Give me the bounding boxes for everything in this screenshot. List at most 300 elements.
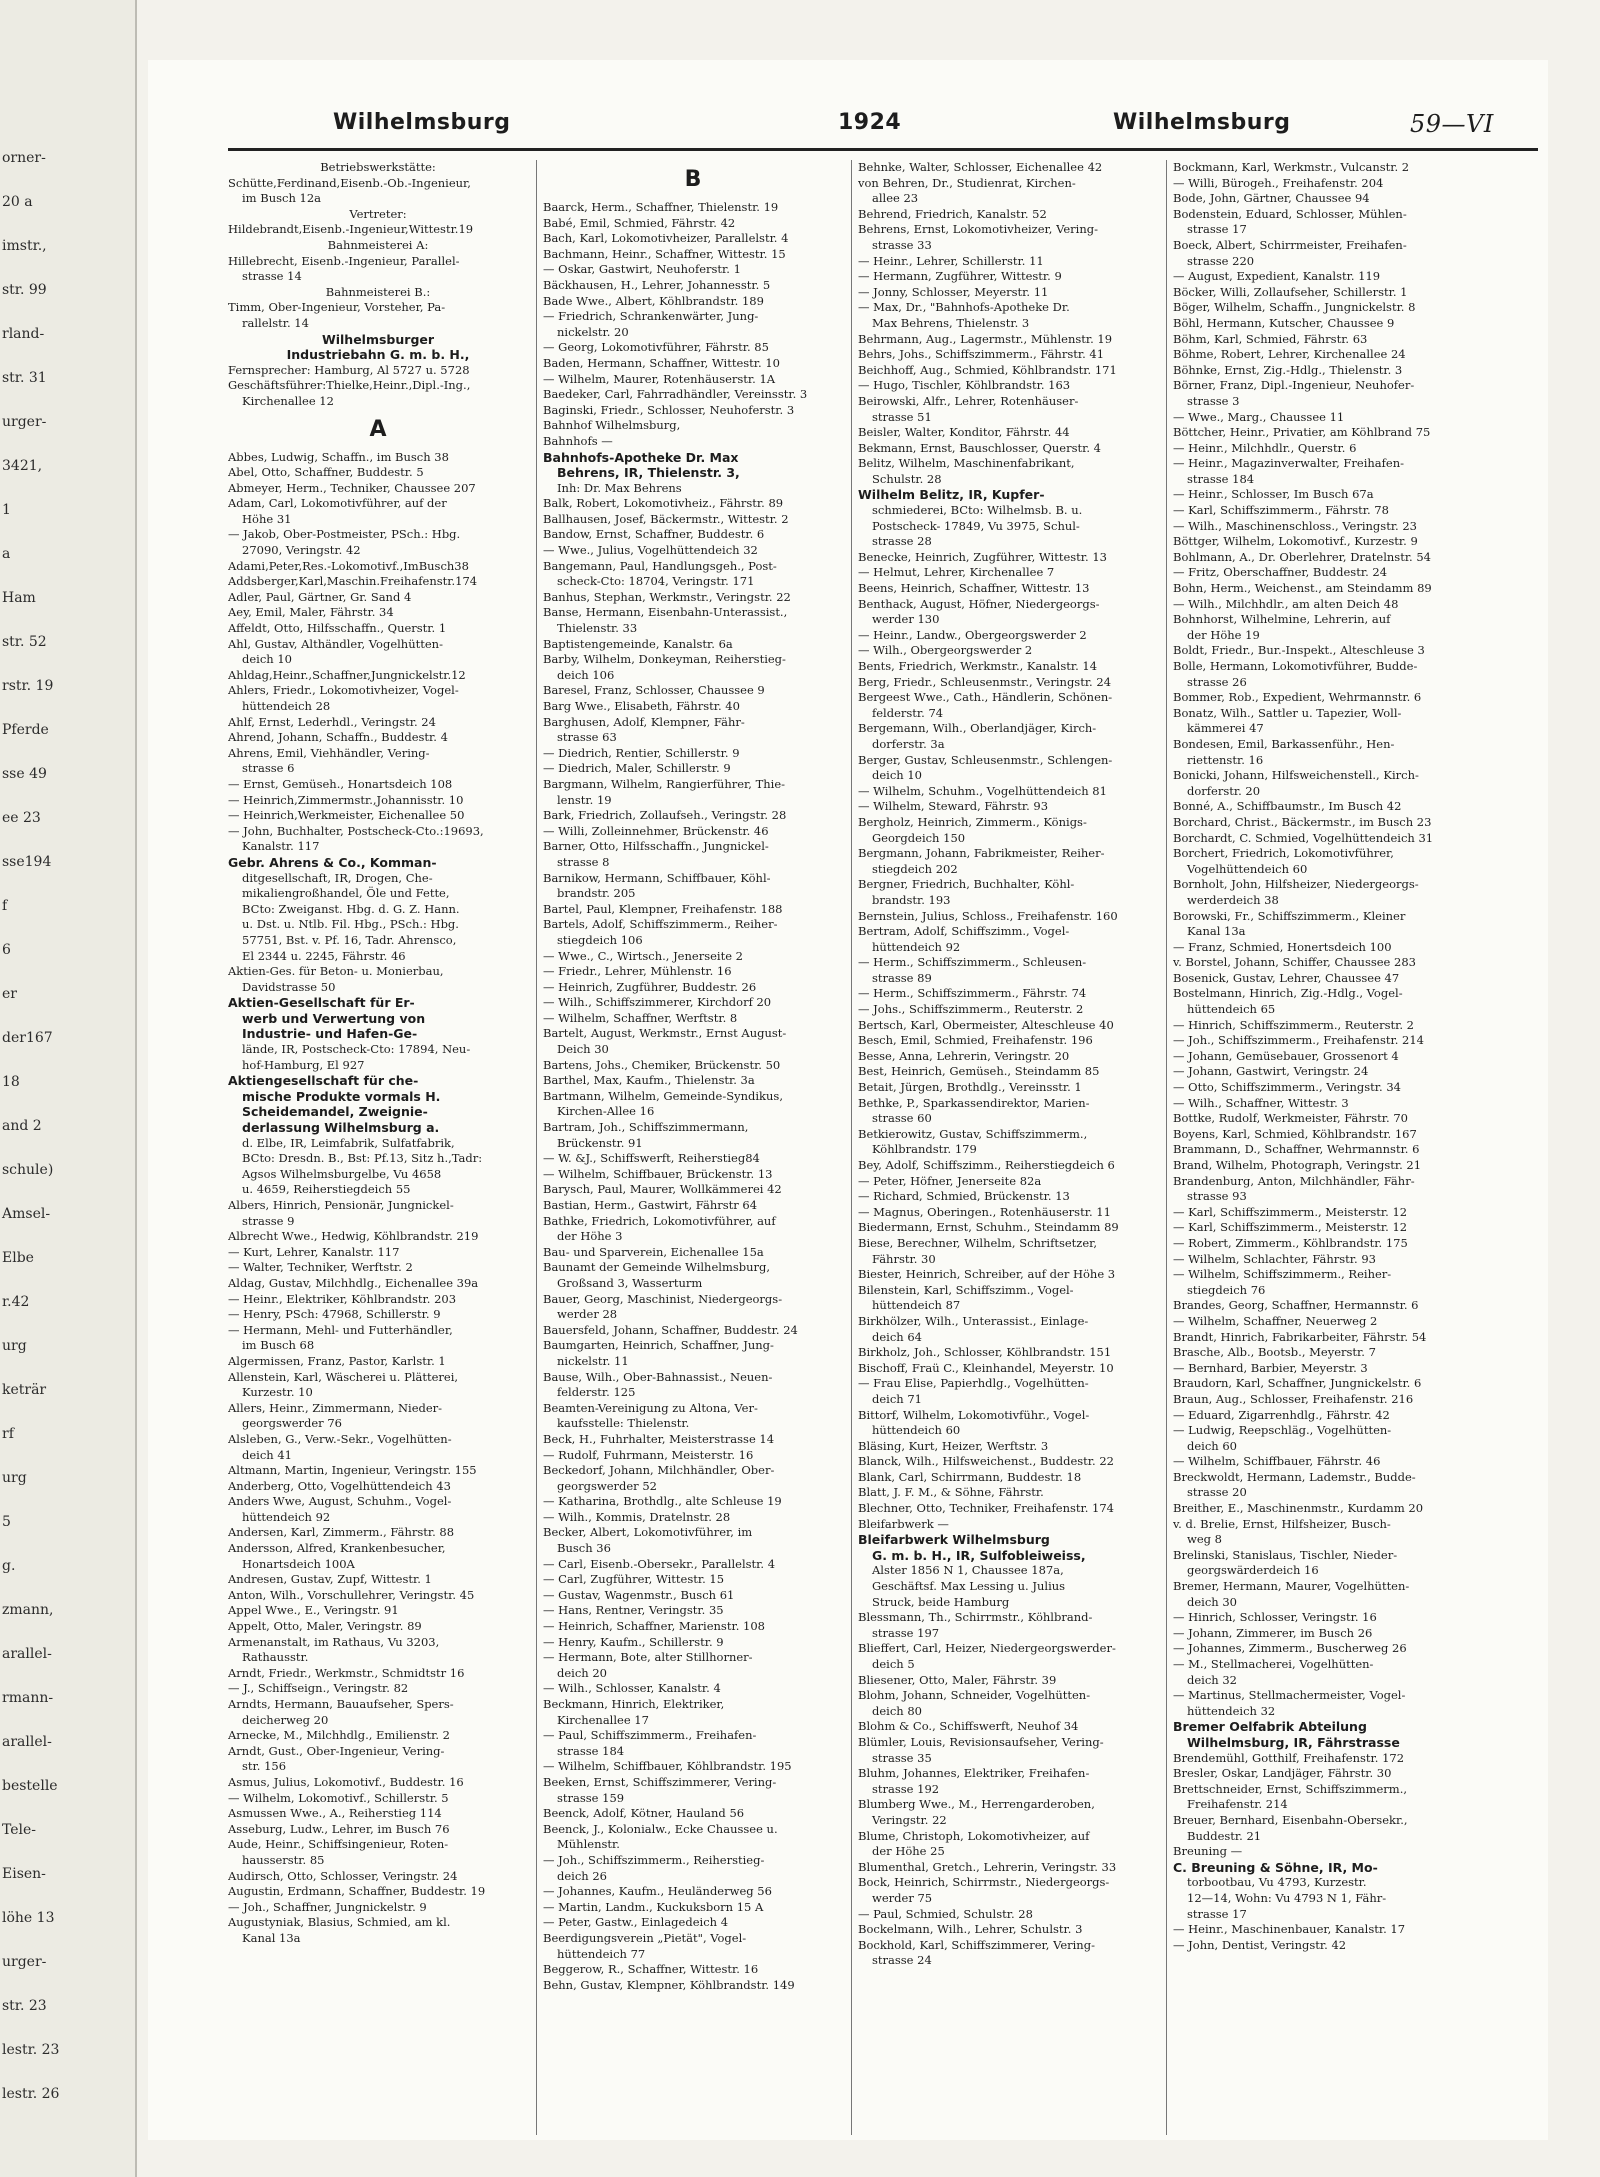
header-year: 1924 [838,110,902,135]
adjacent-page-fragment: rf [2,1426,14,1442]
directory-entry-line: Böttger, Wilhelm, Lokomotivf., Kurzestr. 9 [1173,534,1418,549]
directory-entry-line: Bockmann, Karl, Werkmstr., Vulcanstr. 2 [1173,160,1410,174]
directory-entry-line: Rathausstr. [242,1650,309,1665]
adjacent-page-fragment: orner- [2,150,46,166]
directory-entry-line: Blohm, Johann, Schneider, Vogelhütten- [858,1688,1091,1703]
directory-entry-line: Bornholt, John, Hilfsheizer, Niedergeorgs- [1173,877,1419,892]
directory-entry-line: — Jakob, Ober-Postmeister, PSch.: Hbg. [228,527,461,542]
directory-entry-line: Biester, Heinrich, Schreiber, auf der Höhe 3 [858,1267,1116,1282]
directory-entry-line: Beeken, Ernst, Schiffszimmerer, Vering- [543,1774,777,1789]
directory-entry-line: strasse 63 [557,730,617,745]
directory-entry-line: Bondesen, Emil, Barkassenführ., Hen- [1173,736,1395,751]
directory-entry-line: Busch 36 [557,1541,611,1556]
column-divider [1166,160,1167,2135]
directory-entry-line: Barthel, Max, Kaufm., Thielenstr. 3a [543,1073,755,1088]
directory-entry-line: — John, Dentist, Veringstr. 42 [1173,1937,1347,1952]
directory-entry-line: — Oskar, Gastwirt, Neuhoferstr. 1 [543,262,741,277]
directory-entry-line: Böhm, Karl, Schmied, Fährstr. 63 [1173,331,1368,346]
directory-entry-line: Industrie- und Hafen-Ge- [242,1026,418,1042]
directory-entry-line: deich 5 [872,1657,915,1671]
adjacent-page-fragment: sse 49 [2,766,47,782]
directory-entry-line: Abel, Otto, Schaffner, Buddestr. 5 [228,465,424,480]
directory-entry-line: Andersson, Alfred, Krankenbesucher, [228,1541,446,1556]
directory-entry-line: — August, Expedient, Kanalstr. 119 [1173,269,1381,284]
directory-entry-line: Kirchenallee 12 [242,393,334,408]
directory-entry-line: Beckmann, Hinrich, Elektriker, [543,1697,725,1711]
directory-entry-line: Biedermann, Ernst, Schuhm., Steindamm 89 [858,1220,1119,1235]
directory-entry-line: Boeck, Albert, Schirrmeister, Freihafen- [1173,237,1407,252]
directory-entry-line: Braun, Aug., Schlosser, Freihafenstr. 216 [1173,1391,1414,1406]
directory-entry-line: Belitz, Wilhelm, Maschinenfabrikant, [858,456,1075,471]
directory-entry-line: der Höhe 19 [1187,627,1260,642]
directory-entry-line: deich 41 [242,1447,292,1462]
directory-entry-line: Blumberg Wwe., M., Herrengarderoben, [858,1797,1095,1812]
directory-entry-line: hüttendeich 65 [1187,1002,1276,1017]
directory-entry-line: torbootbau, Vu 4793, Kurzestr. [1187,1875,1367,1890]
directory-entry-line: Bernstein, Julius, Schloss., Freihafenstr. 160 [858,908,1118,923]
directory-entry-line: — Hermann, Mehl- und Futterhändler, [228,1322,453,1337]
directory-entry-line: — Karl, Schiffszimmerm., Fährstr. 78 [1173,503,1389,518]
directory-entry-line: — Johannes, Zimmerm., Buscherweg 26 [1173,1641,1407,1656]
directory-entry-line: Bergeest Wwe., Cath., Händlerin, Schönen- [858,690,1113,705]
directory-entry-line: — Georg, Lokomotivführer, Fährstr. 85 [543,340,769,355]
directory-entry-line: strasse 14 [242,269,302,284]
directory-entry-line: — Jonny, Schlosser, Meyerstr. 11 [858,284,1049,299]
directory-entry-line: Appelt, Otto, Maler, Veringstr. 89 [228,1619,422,1634]
directory-entry-line: Bleifarbwerk Wilhelmsburg [858,1532,1050,1548]
directory-entry-line: strasse 33 [872,237,932,252]
adjacent-page-fragment: imstr., [2,238,47,254]
directory-entry-line: — Frau Elise, Papierhdlg., Vogelhütten- [858,1376,1089,1391]
directory-entry-line: Fernsprecher: Hamburg, Al 5727 u. 5728 [228,362,470,377]
adjacent-page-fragment: Eisen- [2,1866,46,1882]
directory-entry-line: Fährstr. 30 [872,1251,936,1266]
directory-entry-line: Bodenstein, Eduard, Schlosser, Mühlen- [1173,206,1407,221]
directory-entry-line: strasse 26 [1187,674,1247,689]
column-divider [536,160,537,2135]
directory-entry-line: — Wwe., C., Wirtsch., Jenerseite 2 [543,948,743,963]
directory-entry-line: Andresen, Gustav, Zupf, Wittestr. 1 [228,1572,432,1587]
directory-entry-line: Baresel, Franz, Schlosser, Chaussee 9 [543,683,765,698]
directory-entry-line: Georgdeich 150 [872,830,966,845]
directory-entry-line: Brammann, D., Schaffner, Wehrmannstr. 6 [1173,1142,1420,1157]
directory-entry-line: — Friedr., Lehrer, Mühlenstr. 16 [543,964,732,979]
directory-entry-line: Birkholz, Joh., Schlosser, Köhlbrandstr. 151 [858,1345,1112,1360]
directory-entry-line: — Carl, Eisenb.-Obersekr., Parallelstr. 4 [543,1556,776,1571]
directory-entry-line: Brückenstr. 91 [557,1135,643,1150]
directory-entry-line: Birkhölzer, Wilh., Unterassist., Einlage- [858,1313,1089,1328]
directory-entry-line: — Hinrich, Schlosser, Veringstr. 16 [1173,1610,1377,1625]
adjacent-page-fragment: Ham [2,590,36,606]
directory-entry-line: — Wilhelm, Schaffner, Neuerweg 2 [1173,1313,1378,1328]
directory-entry-line: — Joh., Schaffner, Jungnickelstr. 9 [228,1899,427,1914]
directory-entry-line: Blume, Christoph, Lokomotivheizer, auf [858,1828,1090,1843]
adjacent-page-fragment: bestelle [2,1778,58,1794]
directory-entry-line: hüttendeich 92 [872,939,961,954]
directory-entry-line: — Eduard, Zigarrenhdlg., Fährstr. 42 [1173,1407,1390,1422]
directory-entry-line: Honartsdeich 100A [242,1556,355,1571]
adjacent-page-fragment: urg [2,1338,27,1354]
directory-entry-line: — Wilh., Maschinenschloss., Veringstr. 23 [1173,518,1417,533]
directory-entry-line: Kirchenallee 17 [557,1712,649,1727]
directory-entry-line: Thielenstr. 33 [557,621,638,636]
directory-entry-line: — Heinr., Lehrer, Schillerstr. 11 [858,253,1044,268]
directory-entry-line: Bartelt, August, Werkmstr., Ernst August- [543,1026,787,1041]
column-2 [543,160,843,2135]
directory-entry-line: im Busch 12a [242,191,321,206]
directory-entry-line: Bachmann, Heinr., Schaffner, Wittestr. 15 [543,246,786,261]
directory-entry-line: Boldt, Friedr., Bur.-Inspekt., Alteschleuse 3 [1173,643,1425,658]
directory-entry-line: Struck, beide Hamburg [872,1594,1010,1609]
directory-entry-line: Bonatz, Wilh., Sattler u. Tapezier, Woll- [1173,705,1402,720]
directory-entry-line: Beck, H., Fuhrhalter, Meisterstrasse 14 [543,1431,775,1446]
directory-entry-line: Mühlenstr. [557,1837,620,1852]
directory-entry-line: — Paul, Schmied, Schulstr. 28 [858,1906,1033,1921]
directory-entry-line: — Helmut, Lehrer, Kirchenallee 7 [858,565,1055,580]
directory-entry-line: Adler, Paul, Gärtner, Gr. Sand 4 [228,589,412,604]
directory-entry-line: dorferstr. 3a [872,736,945,751]
directory-entry-line: Brasche, Alb., Bootsb., Meyerstr. 7 [1173,1345,1376,1360]
directory-entry-line: Brandes, Georg, Schaffner, Hermannstr. 6 [1173,1298,1419,1313]
directory-entry-line: hüttendeich 77 [557,1946,646,1961]
directory-entry-line: Bause, Wilh., Ober-Bahnassist., Neuen- [543,1369,773,1384]
directory-entry-line: Blumenthal, Gretch., Lehrerin, Veringstr. 33 [858,1859,1117,1874]
directory-entry-line: — Peter, Gastw., Einlagedeich 4 [543,1915,729,1930]
directory-entry-line: strasse 60 [872,1111,932,1126]
directory-entry-line: kaufsstelle: Thielenstr. [557,1416,690,1431]
directory-entry-line: Besse, Anna, Lehrerin, Veringstr. 20 [858,1048,1070,1063]
directory-entry-line: Behrens, Ernst, Lokomotivheizer, Vering- [858,222,1098,237]
directory-entry-line: Breuer, Bernhard, Eisenbahn-Obersekr., [1173,1812,1408,1827]
directory-entry-line: — Gustav, Wagenmstr., Busch 61 [543,1587,735,1602]
directory-entry-line: strasse 8 [557,854,610,869]
directory-entry-line: Arnecke, M., Milchhdlg., Emilienstr. 2 [228,1728,450,1743]
directory-entry-line: strasse 93 [1187,1189,1247,1204]
directory-entry-line: Besch, Emil, Schmied, Freihafenstr. 196 [858,1033,1093,1048]
directory-entry-line: Böttcher, Heinr., Privatier, am Köhlbrand 75 [1173,425,1431,440]
page-number: 59—VI [1410,110,1494,138]
adjacent-page-fragment: der167 [2,1030,53,1046]
directory-entry-line: ditgesellschaft, IR, Drogen, Che- [242,870,433,885]
directory-entry-line: — Otto, Schiffszimmerm., Veringstr. 34 [1173,1080,1401,1095]
directory-entry-line: Vogelhüttendeich 60 [1187,861,1308,876]
directory-entry-line: Asseburg, Ludw., Lehrer, im Busch 76 [228,1821,450,1836]
directory-entry-line: Bargmann, Wilhelm, Rangierführer, Thie- [543,776,786,791]
directory-entry-line: — Willi, Bürogeh., Freihafenstr. 204 [1173,175,1384,190]
directory-entry-line: Betriebswerkstätte: [320,160,436,174]
directory-entry-line: Baden, Hermann, Schaffner, Wittestr. 10 [543,355,780,370]
directory-entry-line: Bohnhorst, Wilhelmine, Lehrerin, auf [1173,612,1391,627]
directory-entry-line: Bohn, Herm., Weichenst., am Steindamm 89 [1173,581,1432,596]
directory-entry-line: Borchardt, C. Schmied, Vogelhüttendeich 31 [1173,830,1434,845]
directory-entry-line: Bosenick, Gustav, Lehrer, Chaussee 47 [1173,970,1400,985]
directory-entry-line: — Karl, Schiffszimmerm., Meisterstr. 12 [1173,1204,1408,1219]
directory-entry-line: Abmeyer, Herm., Techniker, Chaussee 207 [228,480,476,495]
directory-entry-line: Beckedorf, Johann, Milchhändler, Ober- [543,1463,775,1478]
directory-entry-line: G. m. b. H., IR, Sulfobleiweiss, [872,1547,1086,1563]
directory-entry-line: Betkierowitz, Gustav, Schiffszimmerm., [858,1126,1088,1141]
directory-entry-line: Aktiengesellschaft für che- [228,1073,419,1089]
directory-entry-line: Altmann, Martin, Ingenieur, Veringstr. 155 [228,1463,477,1478]
directory-entry-line: stiegdeich 202 [872,861,958,876]
directory-page [148,60,1548,2140]
directory-entry-line: Bostelmann, Hinrich, Zig.-Hdlg., Vogel- [1173,986,1403,1001]
directory-entry-line: Bartel, Paul, Klempner, Freihafenstr. 188 [543,901,783,916]
directory-entry-line: Kurzestr. 10 [242,1385,313,1400]
directory-entry-line: — Wilh., Milchhdlr., am alten Deich 48 [1173,596,1399,611]
directory-entry-line: strasse 51 [872,409,932,424]
directory-entry-line: strasse 89 [872,970,932,985]
directory-entry-line: Andersen, Karl, Zimmerm., Fährstr. 88 [228,1525,455,1540]
directory-entry-line: — Wilhelm, Schiffbauer, Köhlbrandstr. 195 [543,1759,792,1774]
directory-entry-line: im Busch 68 [242,1338,315,1353]
column-4 [1173,160,1473,2135]
directory-entry-line: Bolle, Hermann, Lokomotivführer, Budde- [1173,659,1418,673]
section-letter: A [369,416,387,442]
directory-entry-line: — Wilhelm, Steward, Fährstr. 93 [858,799,1049,814]
directory-entry-line: Aude, Heinr., Schiffsingenieur, Roten- [228,1837,449,1852]
directory-entry-line: — Hugo, Tischler, Köhlbrandstr. 163 [858,378,1071,393]
directory-entry-line: Kirchen-Allee 16 [557,1104,655,1119]
directory-entry-line: deich 60 [1187,1438,1237,1453]
directory-entry-line: Bohlmann, A., Dr. Oberlehrer, Dratelnstr. 54 [1173,549,1431,564]
directory-entry-line: stiegdeich 106 [557,932,643,947]
directory-entry-line: — Heinrich,Zimmermstr.,Johannisstr. 10 [228,792,464,807]
directory-entry-line: Brendemühl, Gotthilf, Freihafenstr. 172 [1173,1750,1405,1765]
directory-entry-line: strasse 24 [872,1953,932,1968]
directory-entry-line: georgswerder 52 [557,1478,657,1493]
directory-entry-line: Baarck, Herm., Schaffner, Thielenstr. 19 [543,200,779,214]
directory-entry-line: strasse 184 [1187,471,1255,486]
directory-entry-line: Bilenstein, Karl, Schiffszimm., Vogel- [858,1282,1074,1297]
directory-entry-line: Industriebahn G. m. b. H., [286,347,470,363]
directory-entry-line: Baunamt der Gemeinde Wilhelmsburg, [543,1260,771,1275]
directory-entry-line: — Willi, Zolleinnehmer, Brückenstr. 46 [543,823,769,838]
adjacent-page-fragment: 20 a [2,194,33,210]
directory-entry-line: — Hans, Rentner, Veringstr. 35 [543,1603,724,1618]
directory-entry-line: werder 28 [557,1307,618,1322]
directory-entry-line: — Max, Dr., "Bahnhofs-Apotheke Dr. [858,300,1070,315]
directory-entry-line: Asmus, Julius, Lokomotivf., Buddestr. 16 [228,1774,464,1789]
section-letter: B [684,167,702,192]
directory-entry-line: Boyens, Karl, Schmied, Köhlbrandstr. 167 [1173,1126,1417,1141]
directory-entry-line: — Ludwig, Reepschläg., Vogelhütten- [1173,1423,1392,1438]
adjacent-page-fragment: str. 23 [2,1998,47,2014]
directory-entry-line: Banse, Hermann, Eisenbahn-Unterassist., [543,605,788,620]
directory-entry-line: 12—14, Wohn: Vu 4793 N 1, Fähr- [1187,1890,1387,1905]
directory-entry-line: Barby, Wilhelm, Donkeyman, Reiherstieg- [543,652,786,667]
directory-entry-line: — Heinr., Maschinenbauer, Kanalstr. 17 [1173,1922,1406,1937]
directory-entry-line: — Wilh., Schaffner, Wittestr. 3 [1173,1095,1349,1110]
directory-entry-line: Addsberger,Karl,Maschin.Freihafenstr.174 [228,574,478,589]
directory-entry-line: — Paul, Schiffszimmerm., Freihafen- [543,1728,757,1743]
directory-entry-line: — Rudolf, Fuhrmann, Meisterstr. 16 [543,1447,754,1462]
directory-entry-line: von Behren, Dr., Studienrat, Kirchen- [858,175,1076,190]
header-rule [228,148,1538,151]
directory-entry-line: Gebr. Ahrens & Co., Komman- [228,854,437,870]
adjacent-page-fragment: 6 [2,942,11,958]
directory-entry-line: Bauer, Georg, Maschinist, Niedergeorgs- [543,1291,783,1306]
directory-entry-line: Bahnmeisterei A: [327,237,429,252]
directory-entry-line: Bockhold, Karl, Schiffszimmerer, Vering- [858,1937,1095,1952]
adjacent-page-fragment: str. 31 [2,370,47,386]
directory-entry-line: u. Dst. u. Ntlb. Fil. Hbg., PSch.: Hbg. [242,917,459,932]
directory-entry-line: — Wilhelm, Schuhm., Vogelhüttendeich 81 [858,783,1107,798]
directory-entry-line: deich 26 [557,1868,607,1883]
directory-entry-line: Bergholz, Heinrich, Zimmerm., Königs- [858,814,1087,829]
directory-entry-line: Blessmann, Th., Schirrmstr., Köhlbrand- [858,1610,1093,1625]
directory-entry-line: Bach, Karl, Lokomotivheizer, Parallelstr. 4 [543,231,789,246]
directory-entry-line: — Karl, Schiffszimmerm., Meisterstr. 12 [1173,1220,1408,1235]
directory-entry-line: Bergner, Friedrich, Buchhalter, Köhl- [858,877,1075,892]
directory-entry-line: Arndts, Hermann, Bauaufseher, Spers- [228,1697,454,1711]
directory-entry-line: deich 32 [1187,1672,1237,1687]
directory-entry-line: Wilhelmsburger [321,331,435,347]
directory-entry-line: Baptistengemeinde, Kanalstr. 6a [543,636,733,651]
directory-entry-line: Großsand 3, Wasserturm [557,1275,703,1290]
directory-entry-line: Bethke, P., Sparkassendirektor, Marien- [858,1095,1090,1110]
directory-entry-line: — Henry, Kaufm., Schillerstr. 9 [543,1634,724,1649]
directory-entry-line: Bents, Friedrich, Werkmstr., Kanalstr. 14 [858,659,1098,673]
directory-entry-line: Schulstr. 28 [872,471,942,486]
directory-entry-line: v. d. Brelie, Ernst, Hilfsheizer, Busch- [1173,1516,1391,1531]
directory-entry-line: Audirsch, Otto, Schlosser, Veringstr. 24 [228,1868,458,1883]
directory-entry-line: — Heinrich, Schaffner, Marienstr. 108 [543,1619,765,1634]
directory-entry-line: — Franz, Schmied, Honertsdeich 100 [1173,939,1392,954]
directory-entry-line: Beenck, Adolf, Kötner, Hauland 56 [543,1806,745,1821]
adjacent-page-fragment: r.42 [2,1294,30,1310]
directory-entry-line: — Diedrich, Maler, Schillerstr. 9 [543,761,731,776]
adjacent-page-fragment: lestr. 23 [2,2042,60,2058]
directory-entry-line: — Wilhelm, Schlachter, Fährstr. 93 [1173,1251,1376,1266]
directory-entry-line: Börner, Franz, Dipl.-Ingenieur, Neuhofer- [1173,378,1415,393]
directory-entry-line: nickelstr. 11 [557,1353,629,1368]
directory-entry-line: Bey, Adolf, Schiffszimm., Reiherstiegdeich 6 [858,1158,1115,1172]
directory-entry-line: felderstr. 125 [557,1385,636,1400]
directory-entry-line: Hildebrandt,Eisenb.-Ingenieur,Wittestr.19 [228,222,474,237]
directory-entry-line: Postscheck- 17849, Vu 3975, Schul- [872,518,1080,533]
directory-entry-line: riettenstr. 16 [1187,752,1264,767]
directory-entry-line: deich 20 [557,1665,607,1680]
directory-entry-line: Ahlers, Friedr., Lokomotivheizer, Vogel- [228,683,459,698]
directory-entry-line: Becker, Albert, Lokomotivführer, im [543,1525,753,1540]
directory-entry-line: — Heinrich, Zugführer, Buddestr. 26 [543,979,757,994]
directory-entry-line: strasse 17 [1187,1906,1247,1921]
directory-entry-line: werb und Verwertung von [242,1010,426,1026]
directory-entry-line: — Peter, Höfner, Jenerseite 82a [858,1173,1042,1188]
directory-entry-line: Ahrens, Emil, Viehhändler, Vering- [228,745,430,760]
directory-entry-line: Bau- und Sparverein, Eichenallee 15a [543,1244,764,1259]
directory-entry-line: Bode, John, Gärtner, Chaussee 94 [1173,191,1370,206]
directory-entry-line: Brettschneider, Ernst, Schiffszimmerm., [1173,1781,1408,1796]
directory-entry-line: Barner, Otto, Hilfsschaffn., Jungnickel- [543,839,769,854]
directory-entry-line: Albers, Hinrich, Pensionär, Jungnickel- [228,1198,454,1212]
directory-entry-line: Abbes, Ludwig, Schaffn., im Busch 38 [228,449,449,464]
directory-entry-line: hüttendeich 28 [242,699,331,713]
directory-entry-line: deich 64 [872,1329,922,1344]
directory-entry-line: Blieffert, Carl, Heizer, Niedergeorgswerder- [858,1641,1116,1656]
directory-entry-line: Beirowski, Alfr., Lehrer, Rotenhäuser- [858,393,1079,408]
directory-entry-line: Davidstrasse 50 [242,979,336,994]
directory-entry-line: mikaliengroßhandel, Öle und Fette, [242,886,450,901]
directory-entry-line: kämmerei 47 [1187,721,1264,736]
directory-entry-line: deich 80 [872,1703,922,1718]
directory-entry-line: Bertsch, Karl, Obermeister, Alteschleuse 40 [858,1017,1114,1032]
directory-entry-line: strasse 220 [1187,253,1255,268]
directory-entry-line: Böhl, Hermann, Kutscher, Chaussee 9 [1173,315,1395,330]
header-left-title: Wilhelmsburg [333,110,511,135]
directory-entry-line: Allers, Heinr., Zimmermann, Nieder- [228,1400,443,1415]
directory-entry-line: Bahnmeisterei B.: [325,284,431,299]
directory-entry-line: — Martinus, Stellmachermeister, Vogel- [1173,1688,1406,1703]
adjacent-page-fragment: ee 23 [2,810,41,826]
directory-entry-line: — Ernst, Gemüseh., Honartsdeich 108 [228,776,453,791]
adjacent-page-fragment: f [2,898,8,914]
adjacent-page-fragment: lestr. 26 [2,2086,60,2102]
directory-entry-line: Bahnhofs — [543,433,613,448]
directory-entry-line: nickelstr. 20 [557,324,629,339]
directory-entry-line: Ballhausen, Josef, Bäckermstr., Wittestr. 2 [543,511,789,526]
directory-entry-line: Algermissen, Franz, Pastor, Karlstr. 1 [228,1353,446,1368]
directory-entry-line: — Heinr., Milchhdlr., Querstr. 6 [1173,440,1357,455]
directory-entry-line: — Wilhelm, Schiffszimmerm., Reiher- [1173,1267,1392,1282]
directory-entry-line: Asmussen Wwe., A., Reiherstieg 114 [228,1806,442,1821]
directory-entry-line: Bartels, Adolf, Schiffszimmerm., Reiher- [543,917,778,932]
directory-entry-line: — Friedrich, Schrankenwärter, Jung- [543,309,759,324]
adjacent-page-fragment: Tele- [2,1822,37,1838]
directory-entry-line: Max Behrens, Thielenstr. 3 [872,315,1030,330]
directory-entry-line: Behn, Gustav, Klempner, Köhlbrandstr. 149 [543,1977,795,1992]
adjacent-page-fragment: Pferde [2,722,49,738]
directory-entry-line: — Fritz, Oberschaffner, Buddestr. 24 [1173,565,1388,580]
directory-entry-line: Augustyniak, Blasius, Schmied, am kl. [228,1915,451,1930]
directory-entry-line: — Martin, Landm., Kuckuksborn 15 A [543,1899,764,1914]
directory-entry-line: Balk, Robert, Lokomotivheiz., Fährstr. 89 [543,496,784,511]
directory-entry-line: Ahl, Gustav, Althändler, Vogelhütten- [228,636,443,651]
directory-entry-line: hof-Hamburg, El 927 [242,1057,365,1072]
adjacent-page-fragment: 5 [2,1514,11,1530]
adjacent-page-fragment: arallel- [2,1646,52,1662]
directory-entry-line: Barg Wwe., Elisabeth, Fährstr. 40 [543,699,740,713]
directory-entry-line: Bresler, Oskar, Landjäger, Fährstr. 30 [1173,1766,1392,1781]
directory-entry-line: Beisler, Walter, Konditor, Fährstr. 44 [858,425,1070,440]
directory-entry-line: Baginski, Friedr., Schlosser, Neuhoferstr. 3 [543,402,795,417]
directory-entry-line: Böger, Wilhelm, Schaffn., Jungnickelstr. 8 [1173,300,1416,315]
directory-entry-line: Banhus, Stephan, Werkmstr., Veringstr. 22 [543,589,791,604]
directory-entry-line: — Walter, Techniker, Werftstr. 2 [228,1260,413,1275]
directory-entry-line: Benecke, Heinrich, Zugführer, Wittestr. 13 [858,549,1107,564]
directory-entry-line: Bartmann, Wilhelm, Gemeinde-Syndikus, [543,1088,783,1103]
directory-entry-line: brandstr. 193 [872,892,951,907]
directory-entry-line: werder 75 [872,1890,933,1905]
directory-entry-line: deich 10 [872,768,922,783]
directory-entry-line: Augustin, Erdmann, Schaffner, Buddestr. 19 [228,1884,486,1899]
directory-entry-line: lenstr. 19 [557,792,612,807]
directory-entry-line: Affeldt, Otto, Hilfsschaffn., Querstr. 1 [228,621,447,636]
directory-entry-line: felderstr. 74 [872,705,944,720]
directory-entry-line: — Wilh., Kommis, Dratelnstr. 28 [543,1509,731,1524]
directory-entry-line: — Heinr., Elektriker, Köhlbrandstr. 203 [228,1291,457,1306]
directory-entry-line: Geschäftsführer:Thielke,Heinr.,Dipl.-Ing., [228,378,471,393]
directory-entry-line: Barnikow, Hermann, Schiffbauer, Köhl- [543,870,771,885]
directory-entry-line: — Heinr., Landw., Obergeorgswerder 2 [858,627,1087,642]
directory-entry-line: — Hinrich, Schiffszimmerm., Reuterstr. 2 [1173,1017,1414,1032]
directory-entry-line: Anders Wwe, August, Schuhm., Vogel- [228,1494,452,1509]
directory-entry-line: Behrs, Johs., Schiffszimmerm., Fährstr. 41 [858,347,1105,362]
directory-entry-line: Adami,Peter,Res.-Lokomotivf.,ImBusch38 [228,558,469,573]
directory-entry-line: — Robert, Zimmerm., Köhlbrandstr. 175 [1173,1235,1408,1250]
directory-entry-line: Bangemann, Paul, Handlungsgeh., Post- [543,558,777,573]
